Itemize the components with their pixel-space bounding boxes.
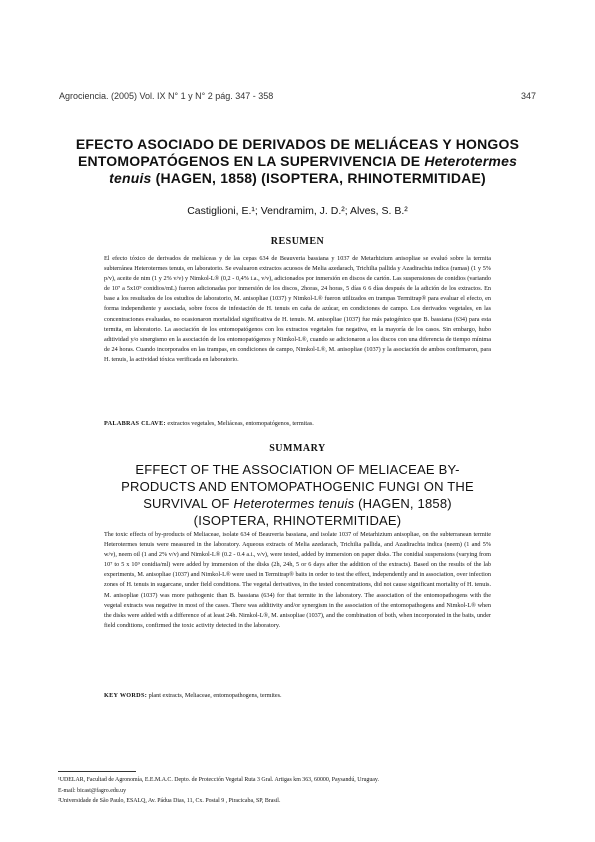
spanish-title-genus: Heterotermes [424, 153, 518, 169]
summary-body [104, 530, 491, 631]
english-title-line3 [80, 495, 515, 512]
keywords-es-text: extractos vegetales, Meliáceas, entomopatógenos, termitas. [165, 420, 314, 427]
english-title-line3-rest: (HAGEN, 1858) [354, 496, 452, 511]
summary-heading: SUMMARY [269, 443, 326, 454]
spanish-title [60, 136, 535, 187]
english-title-line1: EFFECT OF THE ASSOCIATION OF MELIACEAE BY- [135, 462, 460, 477]
spanish-title-line2-text: ENTOMOPATÓGENOS EN LA SUPERVIVENCIA DE [77, 153, 425, 169]
keywords-es [104, 420, 491, 427]
spanish-title-line3 [60, 170, 535, 187]
footnote-2: ²Universidade de São Paulo, ESALQ, Av. Pádua Dias, 11, Cx. Postal 9 , Piracicaba, SP, Brasil. [58, 798, 281, 804]
english-title-line3-prefix: SURVIVAL OF [143, 496, 234, 511]
keywords-en-label: KEY WORDS: [104, 692, 148, 699]
summary-text: The toxic effects of by-products of Meliaceae, isolate 634 of Beauveria bassiana, and isolate 1037 of Metarhizium anisopliae, on the subterranean termite Heterotermes tenuis were measured in the laboratory. Aqueous extracts of Melia azedarach, Trichilia pallida, and Azadirachta indica (neem) (1 and 5% w/v), neem oil (1 and 2% v/v) and Nimkol-L® (0.2 - 0.4 a.i., v/v), were tested, added by immersion on paper disks. The conidial suspensions (varying from 10⁷ to 5 x 10⁹ conidia/ml) were added by immersion of the disks (2h, 24h, 5 or 6 days after the addition of the extracts). Based on the results of the lab experiments, M. anisopliae (1037) and Nimkol-L® were used in Termitrap® baits in order to test the effect, independently and in association, over infection zones of H. tenuis in sugarcane, under field conditions. The vegetal derivatives, in the tested concentrations, did not cause significant mortality of H. tenuis. M. anisopliae (1037) was more pathogenic than B. bassiana (634) for that termite in the laboratory. The association of the entomopathogens with the vegetal extracts was negative in most of the cases. There was additivity and/or synergism in the association of the entomopathogens and Nimkol-L® when the disks were added with a difference of at least 24h. Nimkol-L®, M. anisopliae (1037), and the combination of both, when incorporated in the baits, under field conditions, confirmed the toxic activity detected in the laboratory. [104, 531, 491, 629]
english-title-line2: PRODUCTS AND ENTOMOPATHOGENIC FUNGI ON THE [121, 479, 474, 494]
keywords-es-label: PALABRAS CLAVE: [104, 420, 166, 427]
footnote-divider [58, 771, 136, 772]
resumen-text: El efecto tóxico de derivados de meliáceas y de las cepas 634 de Beauveria bassiana y 1037 de Metarhizium anisopliae se evaluó sobre la termita subterránea Heterotermes tenuis, en laboratorio. Se evaluaron extractos acuosos de Melia azedarach, Trichilia pallida y Azadirachta indica (ramas) (1 y 5% p/v), aceite de nim (1 y 2% v/v) y Nimkol-L® (0,2 - 0,4% i.a., v/v), adicionados por inmersión en discos de cartón. Las suspensiones de conidios (variando de 10⁷ a 5x10⁹ conidios/mL) fueron adicionadas por inmersión de los discos, 2horas, 24 horas, 5 días 6 6 días después de la adición de los extractos. En base a los resultados de los estudios de laboratorio, M. anisopliae (1037) y Nimkol-L® fueron utilizados en trampas Termitrap® para evaluar el efecto, en forma independiente y asociada, sobre focos de infestación de H. tenuis en caña de azúcar, en condiciones de campo. Los derivados vegetales, en las concentraciones evaluadas, no ocasionaron mortalidad significativa de H. tenuis. M. anisopliae (1037) fue más patogénico que B. bassiana (634) para esta termita, en laboratorio. La asociación de los entomopatógenos con los extractos vegetales fue negativa, en la mayoría de los casos. Sin embargo, hubo aditividad y/o sinergismo en la asociación de los entomopatógenos y Nimkol-L®, cuando se adicionaron a los discos con una diferencia de tiempo mínima de 24 horas. Cuando incorporados en las trampas, en condiciones de campo, Nimkol-L®, M. anisopliae (1037) y la asociación de ambos confirmaron, para H. tenuis, la actividad tóxica verificada en laboratorio. [104, 255, 491, 363]
spanish-title-species: tenuis [109, 170, 152, 186]
footnote-1-email: E-mail: bicast@fagro.edu.uy [58, 787, 127, 794]
resumen-heading: RESUMEN [270, 236, 325, 247]
english-title-line4: (ISOPTERA, RHINOTERMITIDAE) [193, 513, 402, 528]
footnote-1: ¹UDELAR, Facultad de Agronomía, E.E.M.A.C. Depto. de Protección Vegetal Ruta 3 Gral. Artigas km 363, 60000, Paysandú, Uruguay. [58, 777, 379, 783]
english-title-species: Heterotermes tenuis [233, 496, 355, 511]
resumen-body [104, 254, 491, 365]
footnotes [58, 775, 537, 807]
english-title [80, 461, 515, 529]
keywords-en-text: plant extracts, Meliaceae, entomopathogens, termites. [147, 692, 282, 699]
page-number: 347 [520, 91, 536, 101]
spanish-title-line2 [60, 153, 535, 170]
journal-citation: Agrociencia. (2005) Vol. IX N° 1 y N° 2 pág. 347 - 358 [59, 91, 274, 101]
spanish-title-line1: EFECTO ASOCIADO DE DERIVADOS DE MELIÁCEAS Y HONGOS [75, 136, 520, 152]
keywords-en [104, 692, 491, 699]
spanish-title-line3-text: (HAGEN, 1858) (ISOPTERA, RHINOTERMITIDAE) [151, 170, 486, 186]
authors: Castiglioni, E.¹; Vendramim, J. D.²; Alves, S. B.² [187, 205, 408, 217]
